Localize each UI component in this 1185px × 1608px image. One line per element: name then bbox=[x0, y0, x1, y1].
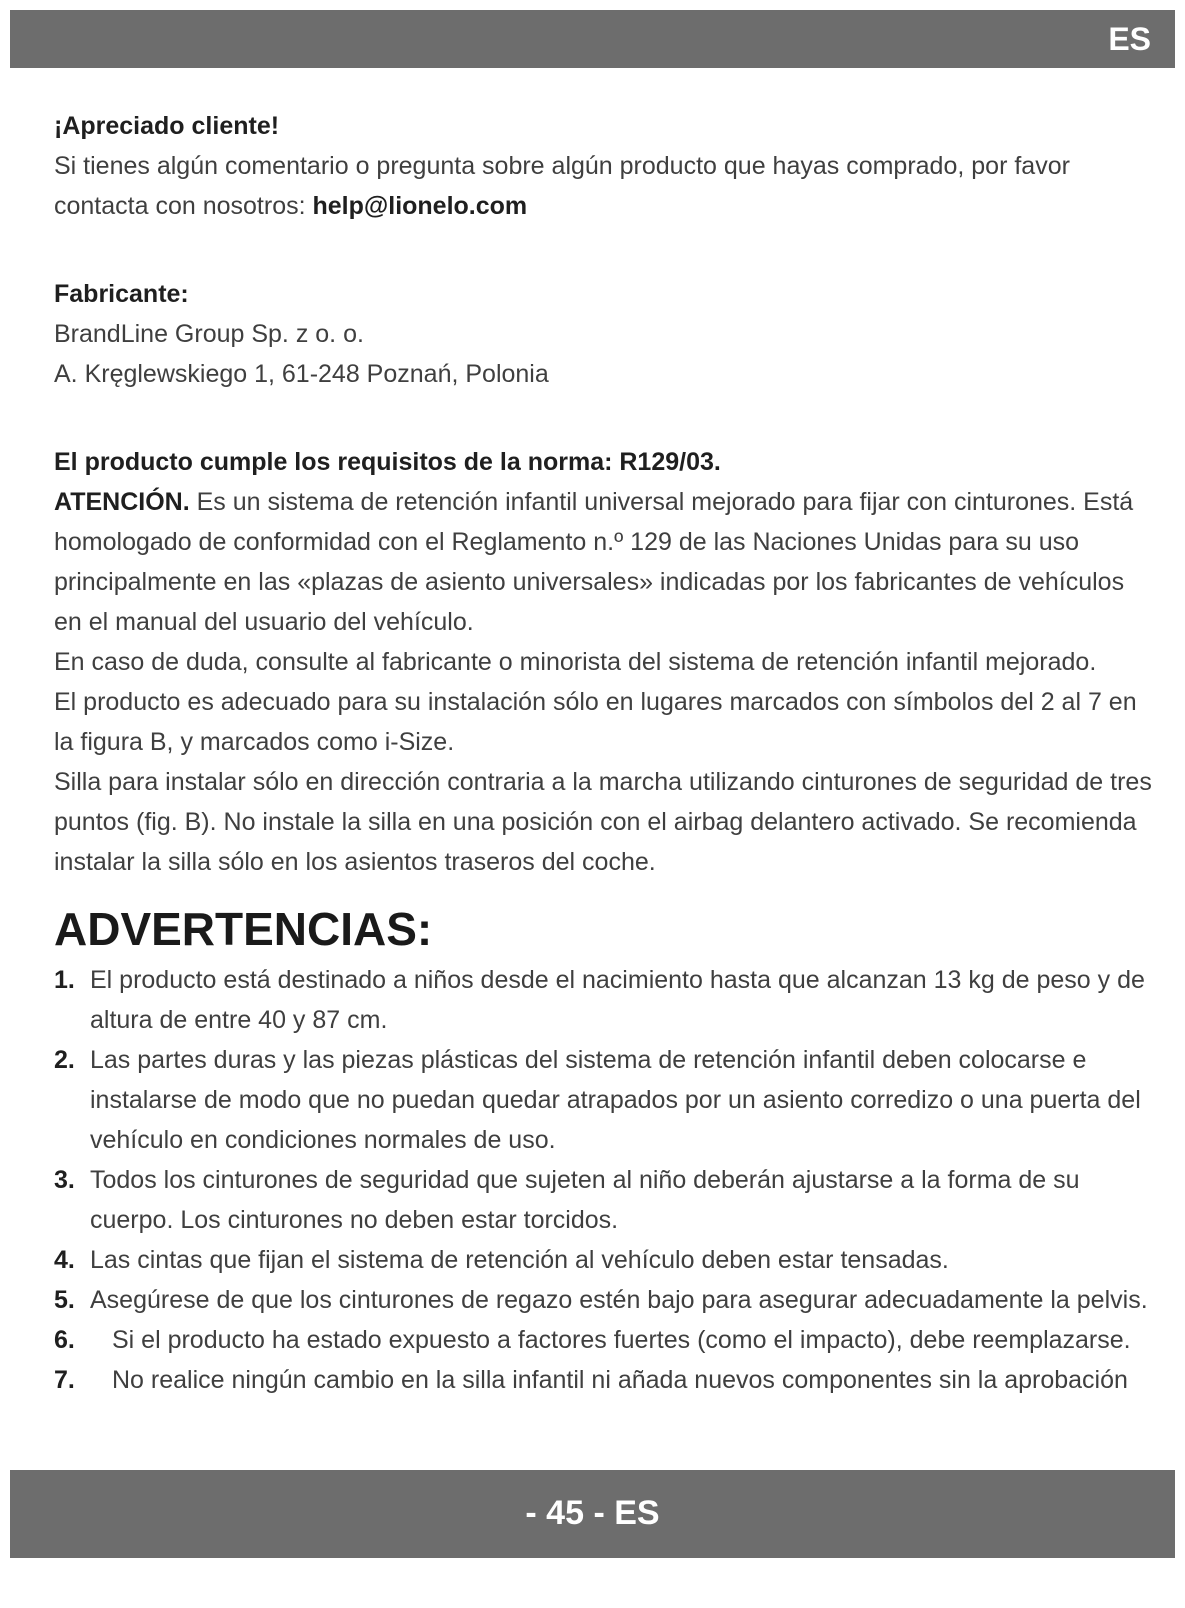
warning-item bbox=[54, 1240, 1154, 1280]
doubt-paragraph: En caso de duda, consulte al fabricante o minorista del sistema de retención infantil mejorado. bbox=[54, 648, 1097, 676]
attention-paragraph bbox=[54, 482, 1154, 642]
warnings-title: ADVERTENCIAS: bbox=[54, 903, 433, 955]
warning-text: Si el producto ha estado expuesto a factores fuertes (como el impacto), debe reemplazarse. bbox=[112, 1326, 1131, 1354]
warning-item bbox=[54, 1160, 1154, 1240]
warning-item bbox=[54, 1320, 1154, 1360]
warning-text: Las cintas que fijan el sistema de retención al vehículo deben estar tensadas. bbox=[90, 1246, 949, 1274]
warning-number: 4. bbox=[54, 1246, 75, 1274]
warning-item bbox=[54, 1040, 1154, 1160]
warning-text: Las partes duras y las piezas plásticas del sistema de retención infantil deben colocarse e instalarse de modo que no puedan quedar atrapados por un asiento corredizo o una puerta del vehículo en condiciones normales de uso. bbox=[90, 1046, 1141, 1154]
warning-item bbox=[54, 1360, 1154, 1400]
warning-text: El producto está destinado a niños desde el nacimiento hasta que alcanzan 13 kg de peso y de altura de entre 40 y 87 cm. bbox=[90, 966, 1145, 1034]
attention-text: Es un sistema de retención infantil universal mejorado para fijar con cinturones. Está homologado de conformidad con el Reglamento n.º 129 de las Naciones Unidas para su uso principalmente en las «plazas de asiento universales» indicadas por los fabricantes de vehículos en el manual del usuario del vehículo. bbox=[54, 488, 1134, 636]
warning-item bbox=[54, 960, 1154, 1040]
warning-number: 5. bbox=[54, 1286, 75, 1314]
warning-item bbox=[54, 1280, 1154, 1320]
greeting-text bbox=[54, 146, 1154, 226]
warning-number: 7. bbox=[54, 1366, 75, 1394]
manufacturer-title: Fabricante: bbox=[54, 280, 189, 308]
warning-text: Todos los cinturones de seguridad que sujeten al niño deberán ajustarse a la forma de su cuerpo. Los cinturones no deben estar torcidos. bbox=[90, 1166, 1080, 1234]
greeting-title: ¡Apreciado cliente! bbox=[54, 112, 280, 140]
manufacturer-address: A. Kręglewskiego 1, 61-248 Poznań, Polonia bbox=[54, 360, 549, 388]
warning-number: 6. bbox=[54, 1326, 75, 1354]
header-bar bbox=[10, 10, 1175, 68]
attention-label: ATENCIÓN. bbox=[54, 488, 190, 516]
support-email-link[interactable]: help@lionelo.com bbox=[312, 192, 528, 220]
warning-text: Asegúrese de que los cinturones de regazo estén bajo para asegurar adecuadamente la pelvis. bbox=[90, 1286, 1148, 1314]
footer-bar bbox=[10, 1470, 1175, 1558]
norm-statement: El producto cumple los requisitos de la norma: R129/03. bbox=[54, 448, 721, 476]
direction-paragraph: Silla para instalar sólo en dirección contraria a la marcha utilizando cinturones de seguridad de tres puntos (fig. B). No instale la silla en una posición con el airbag delantero activado. Se recomienda instalar la silla sólo en los asientos traseros del coche. bbox=[54, 768, 1152, 876]
positions-paragraph: El producto es adecuado para su instalación sólo en lugares marcados con símbolos del 2 al 7 en la figura B, y marcados como i-Size. bbox=[54, 688, 1137, 756]
manufacturer-name: BrandLine Group Sp. z o. o. bbox=[54, 320, 364, 348]
page-content bbox=[54, 106, 1154, 1400]
warnings-list bbox=[54, 960, 1154, 1400]
greeting-body: Si tienes algún comentario o pregunta sobre algún producto que hayas comprado, por favor contacta con nosotros: bbox=[54, 152, 1070, 220]
warning-number: 1. bbox=[54, 966, 75, 994]
language-code: ES bbox=[1108, 21, 1151, 57]
warning-number: 2. bbox=[54, 1046, 75, 1074]
warning-number: 3. bbox=[54, 1166, 75, 1194]
warning-text: No realice ningún cambio en la silla infantil ni añada nuevos componentes sin la aprobación bbox=[112, 1366, 1128, 1394]
page-number: - 45 - ES bbox=[525, 1494, 660, 1532]
